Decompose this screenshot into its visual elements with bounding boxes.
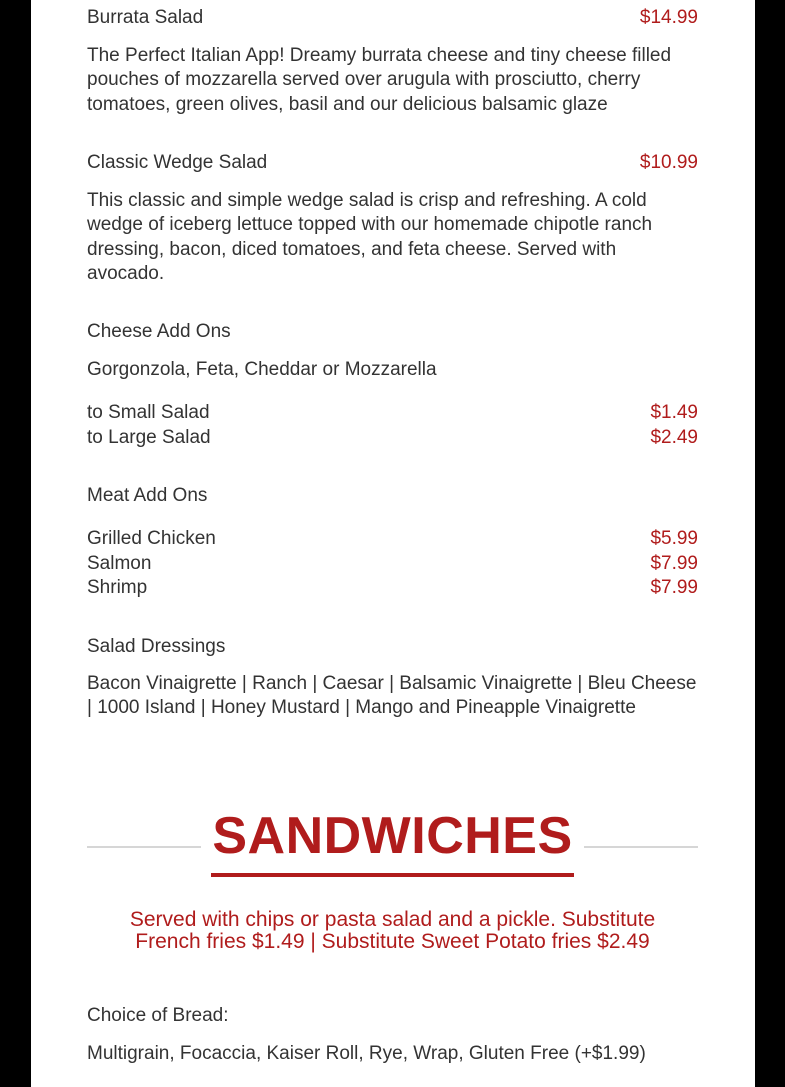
dressings-title: Salad Dressings bbox=[87, 636, 226, 657]
cheese-addons-title: Cheese Add Ons bbox=[87, 321, 231, 342]
addon-price: $5.99 bbox=[650, 528, 698, 549]
note-line: French fries $1.49 | Substitute Sweet Potato fries $2.49 bbox=[135, 930, 650, 953]
addon-row bbox=[87, 401, 698, 426]
addon-price: $7.99 bbox=[650, 577, 698, 598]
dressings-list: Bacon Vinaigrette | Ranch | Caesar | Balsamic Vinaigrette | Bleu Cheese | 1000 Island | Honey Mustard | Mango and Pineapple Vinaigrette bbox=[87, 673, 697, 719]
section-title: SANDWICHES bbox=[212, 807, 573, 865]
menu-page bbox=[31, 0, 755, 1087]
addon-label: Grilled Chicken bbox=[87, 528, 216, 549]
addon-label: Salmon bbox=[87, 552, 152, 574]
item-price: $14.99 bbox=[639, 7, 698, 28]
cheese-addons-list bbox=[87, 401, 698, 450]
addon-label: Shrimp bbox=[87, 577, 148, 598]
cheese-addons-options: Gorgonzola, Feta, Cheddar or Mozzarella bbox=[87, 359, 437, 380]
bread-options: Multigrain, Focaccia, Kaiser Roll, Rye, Wrap, Gluten Free (+$1.99) bbox=[87, 1043, 646, 1064]
item-description: The Perfect Italian App! Dreamy burrata cheese and tiny cheese filled pouches of mozzarella served over arugula with prosciutto, cherry tomatoes, green olives, basil and our delicious balsamic glaze bbox=[87, 45, 672, 115]
heading-rule-left bbox=[87, 846, 201, 848]
menu-item-wedge bbox=[87, 151, 698, 175]
item-price: $10.99 bbox=[639, 152, 698, 173]
menu-item-burrata bbox=[87, 6, 698, 30]
heading-underline bbox=[211, 873, 574, 877]
meat-addons-list bbox=[87, 527, 698, 601]
addon-price: $7.99 bbox=[650, 552, 698, 574]
addon-row bbox=[87, 527, 698, 552]
item-name: Burrata Salad bbox=[87, 7, 204, 28]
meat-addons-title: Meat Add Ons bbox=[87, 485, 208, 506]
sandwiches-note bbox=[87, 909, 698, 953]
addon-price: $1.49 bbox=[650, 402, 698, 423]
item-description: This classic and simple wedge salad is crisp and refreshing. A cold wedge of iceberg lettuce topped with our homemade chipotle ranch dressing, bacon, diced tomatoes, and feta cheese. Served with avocado. bbox=[87, 190, 653, 284]
addon-row bbox=[87, 552, 698, 577]
item-name: Classic Wedge Salad bbox=[87, 152, 268, 173]
bread-title: Choice of Bread: bbox=[87, 1005, 229, 1026]
note-line: Served with chips or pasta salad and a pickle. Substitute bbox=[129, 908, 656, 931]
heading-rule-right bbox=[584, 846, 698, 848]
addon-label: to Small Salad bbox=[87, 402, 210, 423]
addon-row bbox=[87, 426, 698, 451]
addon-row bbox=[87, 576, 698, 601]
section-heading-sandwiches bbox=[87, 800, 698, 880]
addon-price: $2.49 bbox=[650, 426, 698, 448]
addon-label: to Large Salad bbox=[87, 426, 211, 448]
